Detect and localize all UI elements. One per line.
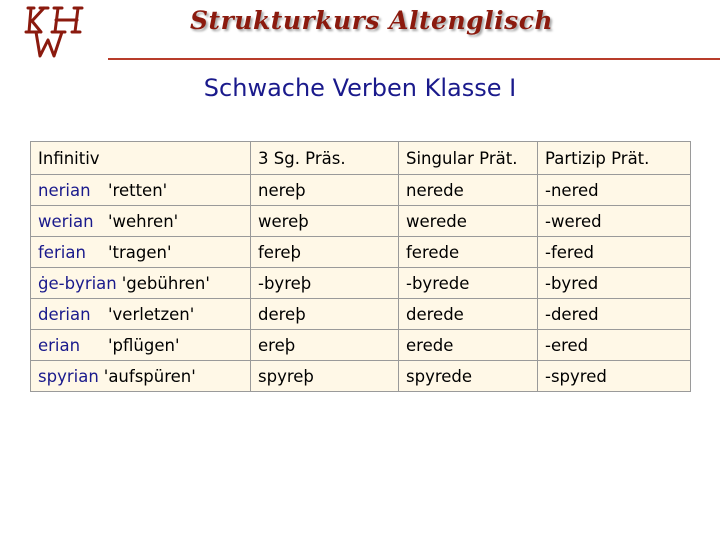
gloss: 'gebühren' <box>121 273 210 293</box>
table-row <box>31 330 691 361</box>
oe-verb: ġe-byrian <box>38 273 117 293</box>
oe-verb: spyrian <box>38 366 99 386</box>
gloss: 'aufspüren' <box>103 366 196 386</box>
oe-verb: derian <box>38 304 91 324</box>
slide-title: Schwache Verben Klasse I <box>203 74 517 102</box>
part-cell: -ered <box>538 330 691 361</box>
oe-verb: werian <box>38 211 94 231</box>
infinitive-cell <box>31 237 251 268</box>
pret-cell: derede <box>399 299 538 330</box>
oe-verb: erian <box>38 335 81 355</box>
infinitive-cell <box>31 175 251 206</box>
pret-cell: werede <box>399 206 538 237</box>
infinitive-cell <box>31 330 251 361</box>
infinitive-cell <box>31 361 251 392</box>
table-row <box>31 206 691 237</box>
col-header-3sg-praes: 3 Sg. Präs. <box>251 142 399 175</box>
kh-w-logo <box>22 2 92 58</box>
sg3-cell: spyreþ <box>251 361 399 392</box>
pret-cell: spyrede <box>399 361 538 392</box>
table-row <box>31 361 691 392</box>
gloss: 'verletzen' <box>108 304 195 324</box>
verb-table <box>30 141 691 392</box>
part-cell: -dered <box>538 299 691 330</box>
pret-cell: -byrede <box>399 268 538 299</box>
part-cell: -wered <box>538 206 691 237</box>
table-row <box>31 299 691 330</box>
sg3-cell: fereþ <box>251 237 399 268</box>
table-row <box>31 268 691 299</box>
part-cell: -fered <box>538 237 691 268</box>
header-divider <box>108 58 720 60</box>
table-row <box>31 237 691 268</box>
gloss: 'pflügen' <box>108 335 180 355</box>
infinitive-cell <box>31 299 251 330</box>
pret-cell: ferede <box>399 237 538 268</box>
gloss: 'wehren' <box>108 211 179 231</box>
col-header-partizip-praet: Partizip Prät. <box>538 142 691 175</box>
gloss: 'retten' <box>108 180 168 200</box>
oe-verb: nerian <box>38 180 91 200</box>
sg3-cell: dereþ <box>251 299 399 330</box>
header-title: Strukturkurs Altenglisch <box>190 6 554 35</box>
infinitive-cell <box>31 206 251 237</box>
sg3-cell: -byreþ <box>251 268 399 299</box>
pret-cell: erede <box>399 330 538 361</box>
table-header-row <box>31 142 691 175</box>
table-row <box>31 175 691 206</box>
col-header-singular-praet: Singular Prät. <box>399 142 538 175</box>
gloss: 'tragen' <box>108 242 172 262</box>
infinitive-cell <box>31 268 251 299</box>
part-cell: -nered <box>538 175 691 206</box>
part-cell: -byred <box>538 268 691 299</box>
sg3-cell: nereþ <box>251 175 399 206</box>
sg3-cell: ereþ <box>251 330 399 361</box>
pret-cell: nerede <box>399 175 538 206</box>
oe-verb: ferian <box>38 242 86 262</box>
header <box>0 0 720 72</box>
col-header-infinitiv: Infinitiv <box>31 142 251 175</box>
sg3-cell: wereþ <box>251 206 399 237</box>
part-cell: -spyred <box>538 361 691 392</box>
